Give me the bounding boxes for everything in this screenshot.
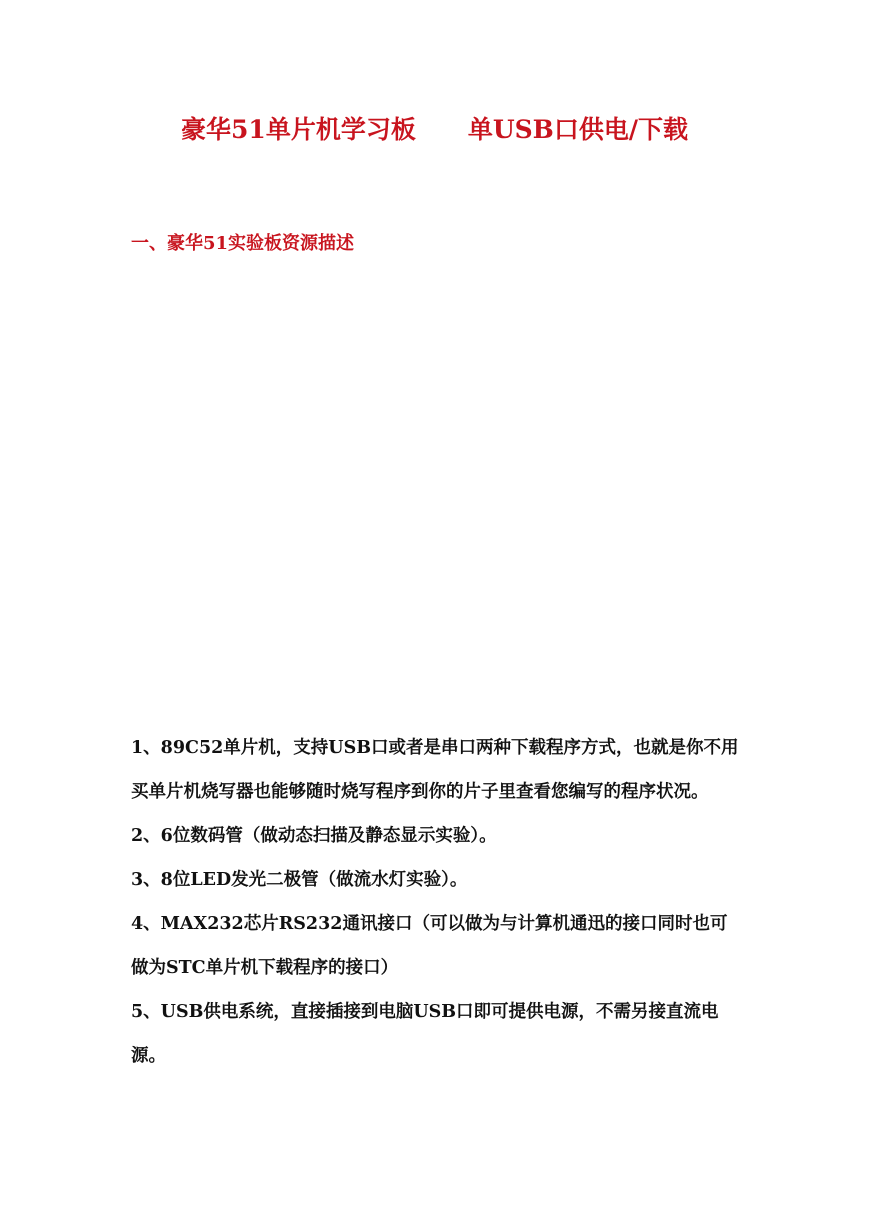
resource-item-5: 5、USB供电系统，直接插接到电脑USB口即可提供电源，不需另接直流电源。: [131, 1002, 719, 1066]
title-part-2: 单USB口供电/下载: [467, 115, 688, 144]
resource-item-1: 1、89C52单片机，支持USB口或者是串口两种下载程序方式，也就是你不用买单片机烧写器也能够随时烧写程序到你的片子里查看您编写的程序状况。: [131, 738, 739, 802]
resource-list: [131, 726, 743, 1078]
section-heading: 一、豪华51实验板资源描述: [131, 233, 355, 254]
title-part-1: 豪华51单片机学习板: [181, 115, 416, 144]
resource-item-3: 3、8位LED发光二极管（做流水灯实验）。: [131, 870, 468, 890]
resource-item-2: 2、6位数码管（做动态扫描及静态显示实验）。: [131, 826, 497, 846]
document-title: [0, 110, 869, 146]
resource-item-4: 4、MAX232芯片RS232通讯接口（可以做为与计算机通迅的接口同时也可做为STC单片机下载程序的接口）: [131, 914, 728, 978]
blank-figure-area: [131, 265, 741, 705]
